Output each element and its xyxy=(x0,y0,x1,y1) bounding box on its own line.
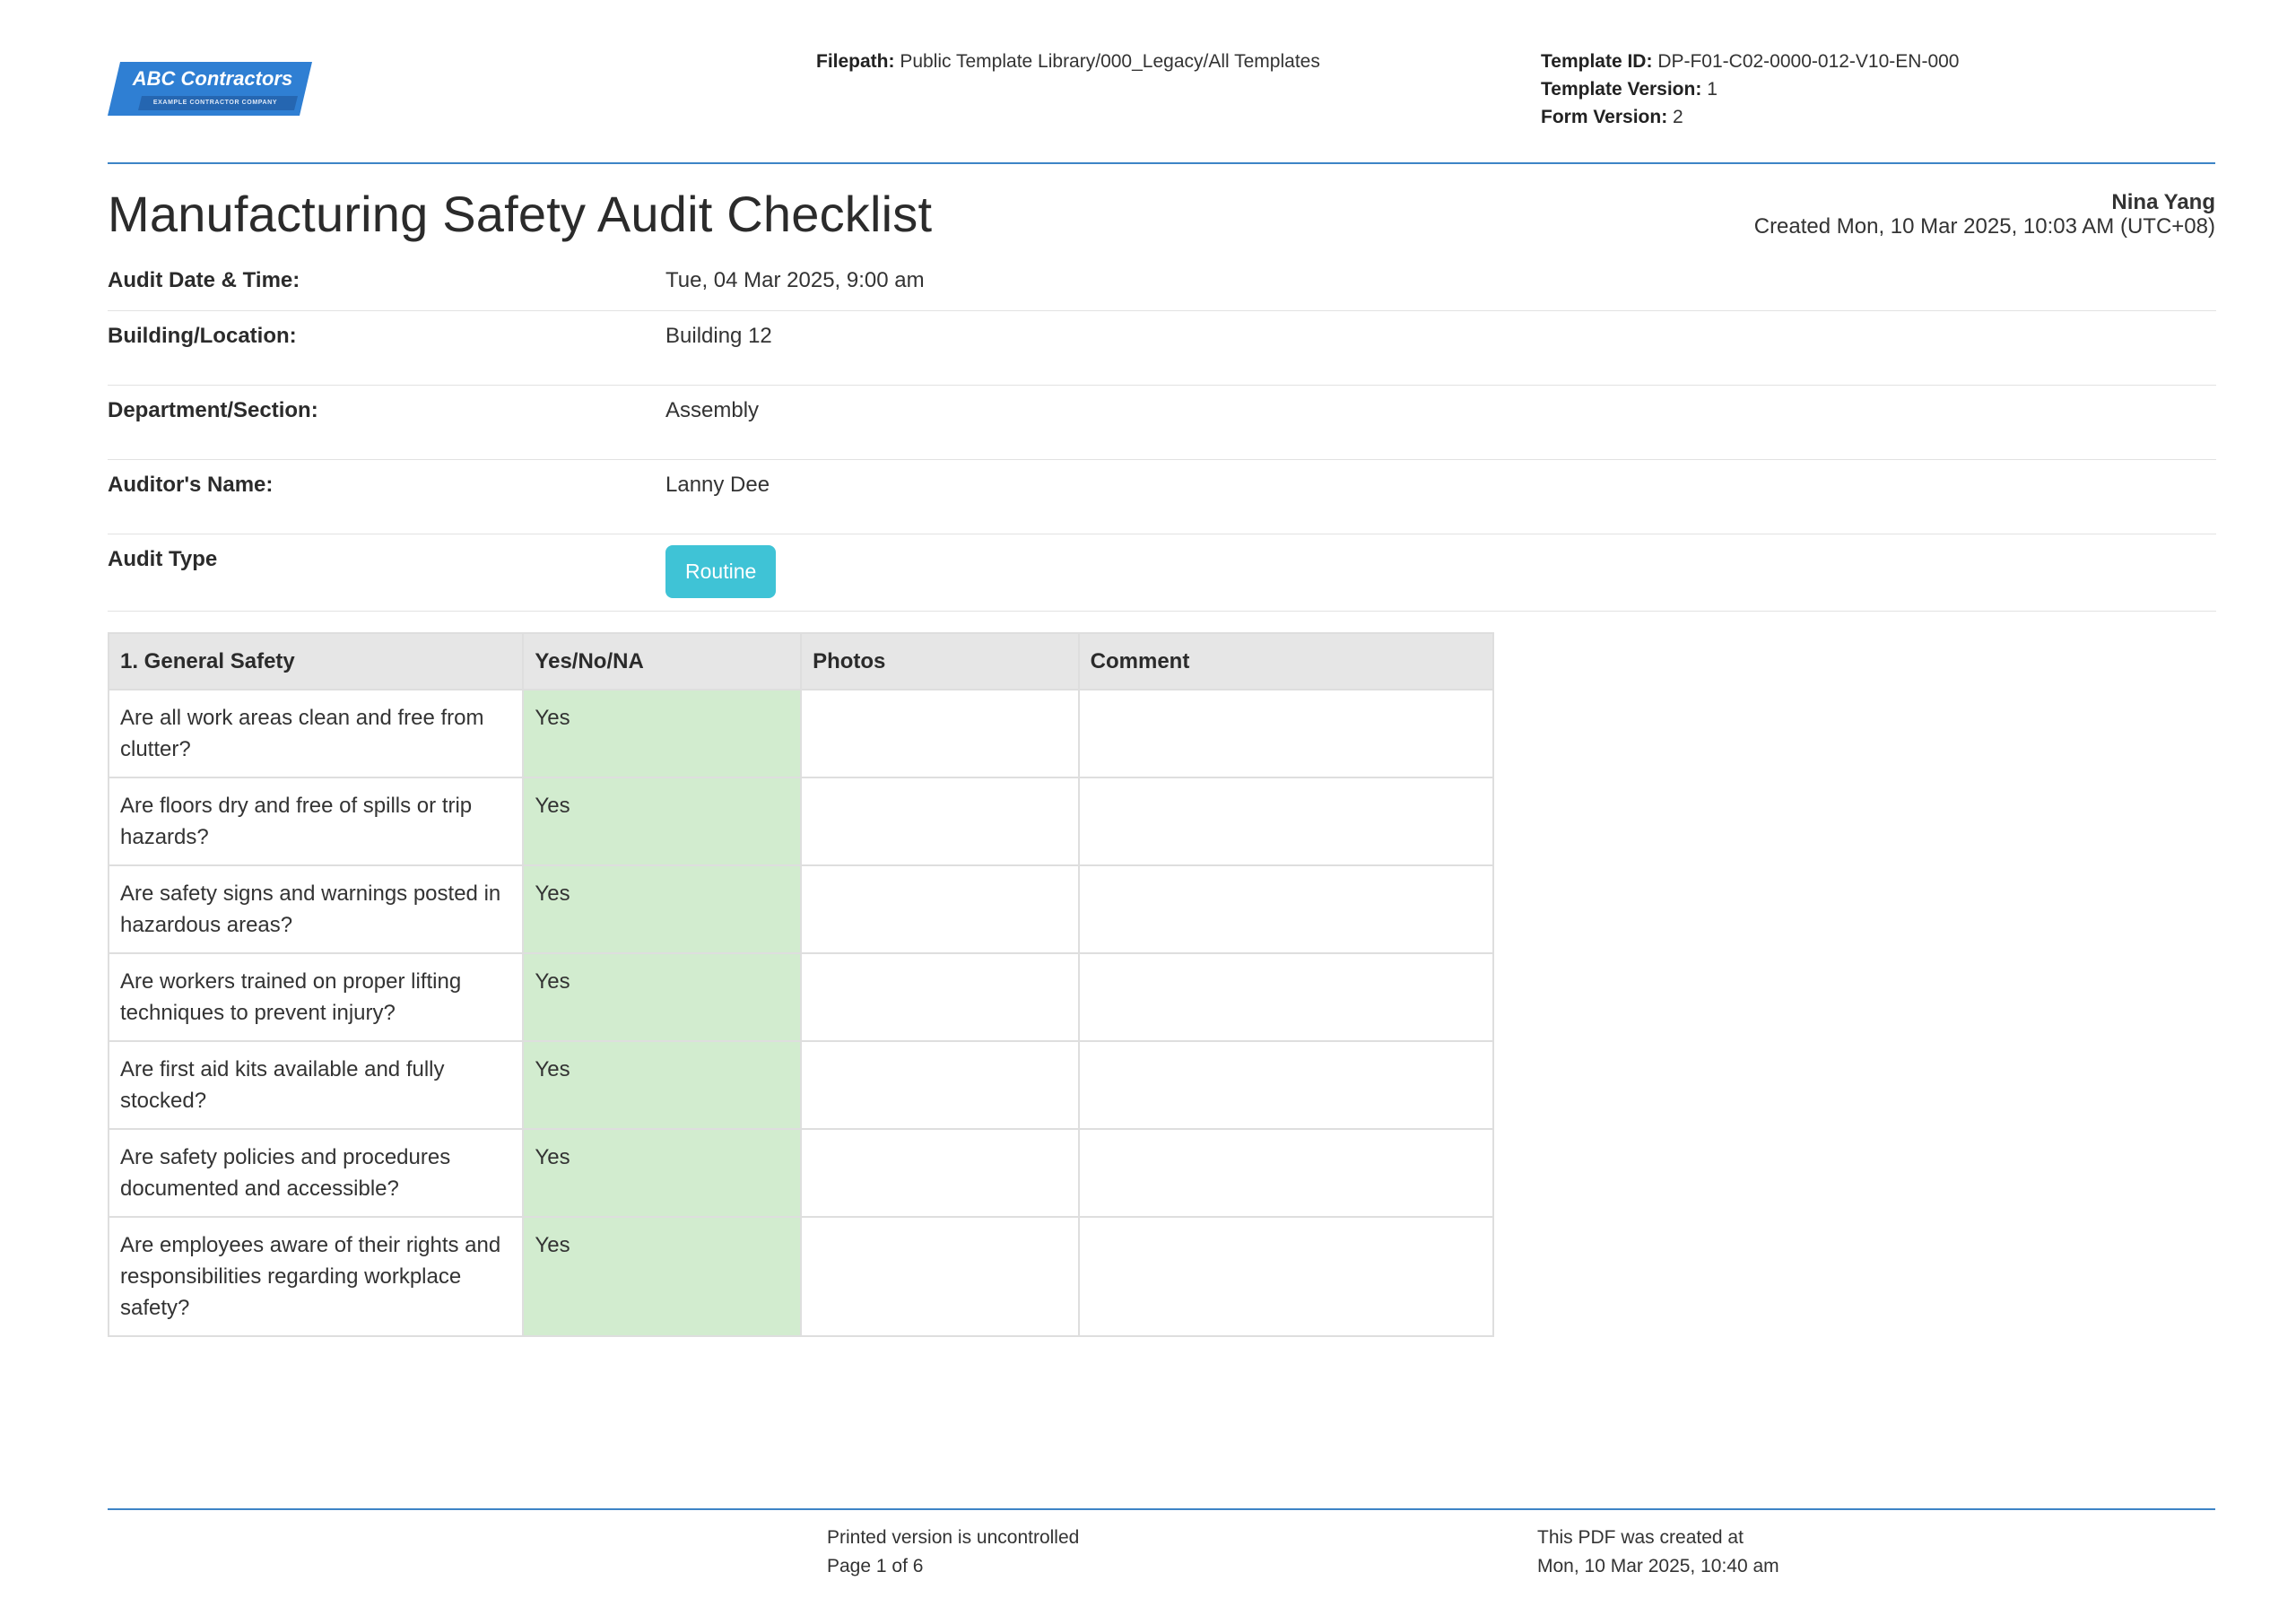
answer-cell: Yes xyxy=(523,777,801,865)
footer-pdf-info xyxy=(1537,1524,1779,1581)
comment-cell xyxy=(1079,777,1493,865)
audit-type-badge: Routine xyxy=(665,545,776,598)
answer-cell: Yes xyxy=(523,1129,801,1217)
question-cell: Are safety signs and warnings posted in hazardous areas? xyxy=(109,865,523,953)
auditor-label: Auditor's Name: xyxy=(108,473,274,497)
question-cell: Are safety policies and procedures documented and accessible? xyxy=(109,1129,523,1217)
question-cell: Are first aid kits available and fully stocked? xyxy=(109,1041,523,1129)
building-value: Building 12 xyxy=(665,324,772,348)
template-meta xyxy=(1541,48,1959,131)
header-divider xyxy=(108,162,2215,164)
answer-cell: Yes xyxy=(523,1041,801,1129)
question-cell: Are workers trained on proper lifting techniques to prevent injury? xyxy=(109,953,523,1041)
answer-cell: Yes xyxy=(523,690,801,777)
template-id-value: DP-F01-C02-0000-012-V10-EN-000 xyxy=(1657,51,1960,72)
info-row-department xyxy=(108,386,2216,460)
header-photos: Photos xyxy=(801,633,1079,690)
logo-title: ABC Contractors xyxy=(132,67,293,90)
author-name: Nina Yang xyxy=(2111,190,2215,214)
audit-info xyxy=(108,256,2216,612)
form-version-label: Form Version: xyxy=(1541,107,1668,127)
comment-cell xyxy=(1079,1129,1493,1217)
comment-cell xyxy=(1079,953,1493,1041)
photos-cell xyxy=(801,777,1079,865)
info-row-building xyxy=(108,311,2216,386)
info-row-audit-type xyxy=(108,534,2216,612)
table-row xyxy=(109,865,1493,953)
footer-divider xyxy=(108,1508,2215,1510)
info-row-auditor xyxy=(108,460,2216,534)
info-row-audit-date xyxy=(108,256,2216,311)
department-label: Department/Section: xyxy=(108,398,318,422)
template-id-label: Template ID: xyxy=(1541,51,1653,72)
photos-cell xyxy=(801,1217,1079,1336)
answer-cell: Yes xyxy=(523,953,801,1041)
answer-cell: Yes xyxy=(523,865,801,953)
table-row xyxy=(109,1129,1493,1217)
photos-cell xyxy=(801,953,1079,1041)
filepath-meta xyxy=(816,48,1320,75)
logo-subtitle: EXAMPLE CONTRACTOR COMPANY xyxy=(152,100,278,106)
author-block xyxy=(1754,190,2215,239)
comment-cell xyxy=(1079,690,1493,777)
page-number: Page 1 of 6 xyxy=(827,1556,924,1576)
header-section: 1. General Safety xyxy=(109,633,523,690)
table-row xyxy=(109,777,1493,865)
template-version-line xyxy=(1541,75,1959,103)
filepath-value: Public Template Library/000_Legacy/All Templates xyxy=(900,51,1320,72)
uncontrolled-note: Printed version is uncontrolled xyxy=(827,1527,1080,1548)
photos-cell xyxy=(801,690,1079,777)
auditor-value: Lanny Dee xyxy=(665,473,770,497)
company-logo xyxy=(108,60,314,117)
photos-cell xyxy=(801,1041,1079,1129)
audit-type-label: Audit Type xyxy=(108,547,218,571)
form-version-line xyxy=(1541,103,1959,131)
pdf-created-label: This PDF was created at xyxy=(1537,1527,1744,1548)
created-date: Created Mon, 10 Mar 2025, 10:03 AM (UTC+08) xyxy=(1753,214,2215,239)
building-label: Building/Location: xyxy=(108,324,297,348)
photos-cell xyxy=(801,1129,1079,1217)
pdf-created-value: Mon, 10 Mar 2025, 10:40 am xyxy=(1537,1556,1779,1576)
table-row xyxy=(109,1217,1493,1336)
template-id-line xyxy=(1541,48,1959,75)
question-cell: Are all work areas clean and free from clutter? xyxy=(109,690,523,777)
question-cell: Are employees aware of their rights and responsibilities regarding workplace safety? xyxy=(109,1217,523,1336)
department-value: Assembly xyxy=(665,398,760,422)
table-row xyxy=(109,953,1493,1041)
comment-cell xyxy=(1079,1217,1493,1336)
table-header-row xyxy=(109,633,1493,690)
header-answer: Yes/No/NA xyxy=(523,633,801,690)
filepath-label: Filepath: xyxy=(816,51,895,72)
photos-cell xyxy=(801,865,1079,953)
table-row xyxy=(109,1041,1493,1129)
header-comment: Comment xyxy=(1079,633,1493,690)
comment-cell xyxy=(1079,1041,1493,1129)
form-version-value: 2 xyxy=(1673,107,1683,127)
answer-cell: Yes xyxy=(523,1217,801,1336)
table-row xyxy=(109,690,1493,777)
question-cell: Are floors dry and free of spills or trip hazards? xyxy=(109,777,523,865)
comment-cell xyxy=(1079,865,1493,953)
audit-date-value: Tue, 04 Mar 2025, 9:00 am xyxy=(665,268,925,292)
page-title: Manufacturing Safety Audit Checklist xyxy=(108,186,933,242)
audit-date-label: Audit Date & Time: xyxy=(108,268,300,292)
template-version-value: 1 xyxy=(1707,79,1718,100)
general-safety-table xyxy=(108,632,1494,1337)
template-version-label: Template Version: xyxy=(1541,79,1702,100)
footer-print-info xyxy=(827,1524,1079,1581)
